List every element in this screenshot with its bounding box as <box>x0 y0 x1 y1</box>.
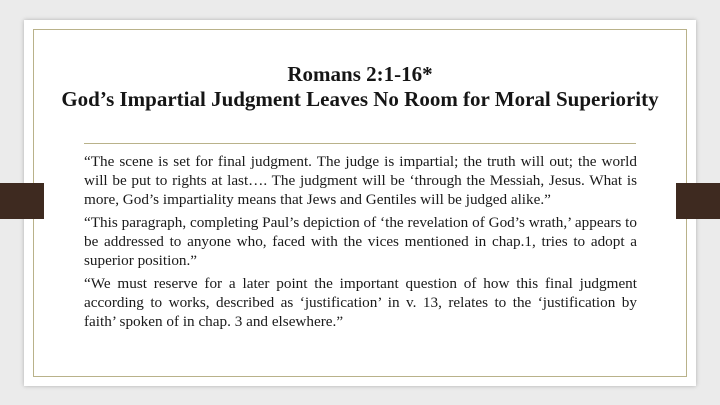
title-divider <box>84 143 636 144</box>
slide-title-heading: God’s Impartial Judgment Leaves No Room for Moral Superiority <box>61 87 659 111</box>
quote-paragraph-2: “This paragraph, completing Paul’s depiction of ‘the revelation of God’s wrath,’ appears to be addressed to anyone who, faced with the vices mentioned in chap.1, tries to adopt a superior position.” <box>84 214 637 269</box>
right-decorative-tab <box>676 183 720 219</box>
slide-body <box>84 152 637 335</box>
left-decorative-tab <box>0 183 44 219</box>
quote-paragraph-3: “We must reserve for a later point the important question of how this final judgment according to works, described as ‘justification’ in v. 13, relates to the ‘justification by faith’ spoken of in chap. 3 and elsewhere.” <box>84 275 637 330</box>
quote-paragraph-1: “The scene is set for final judgment. The judge is impartial; the truth will out; the world will be put to rights at last…. The judgment will be ‘through the Messiah, Jesus. What is more, God’s impartiality means that Jews and Gentiles will be judged alike.” <box>84 153 637 208</box>
slide-title-reference: Romans 2:1-16* <box>287 62 433 86</box>
